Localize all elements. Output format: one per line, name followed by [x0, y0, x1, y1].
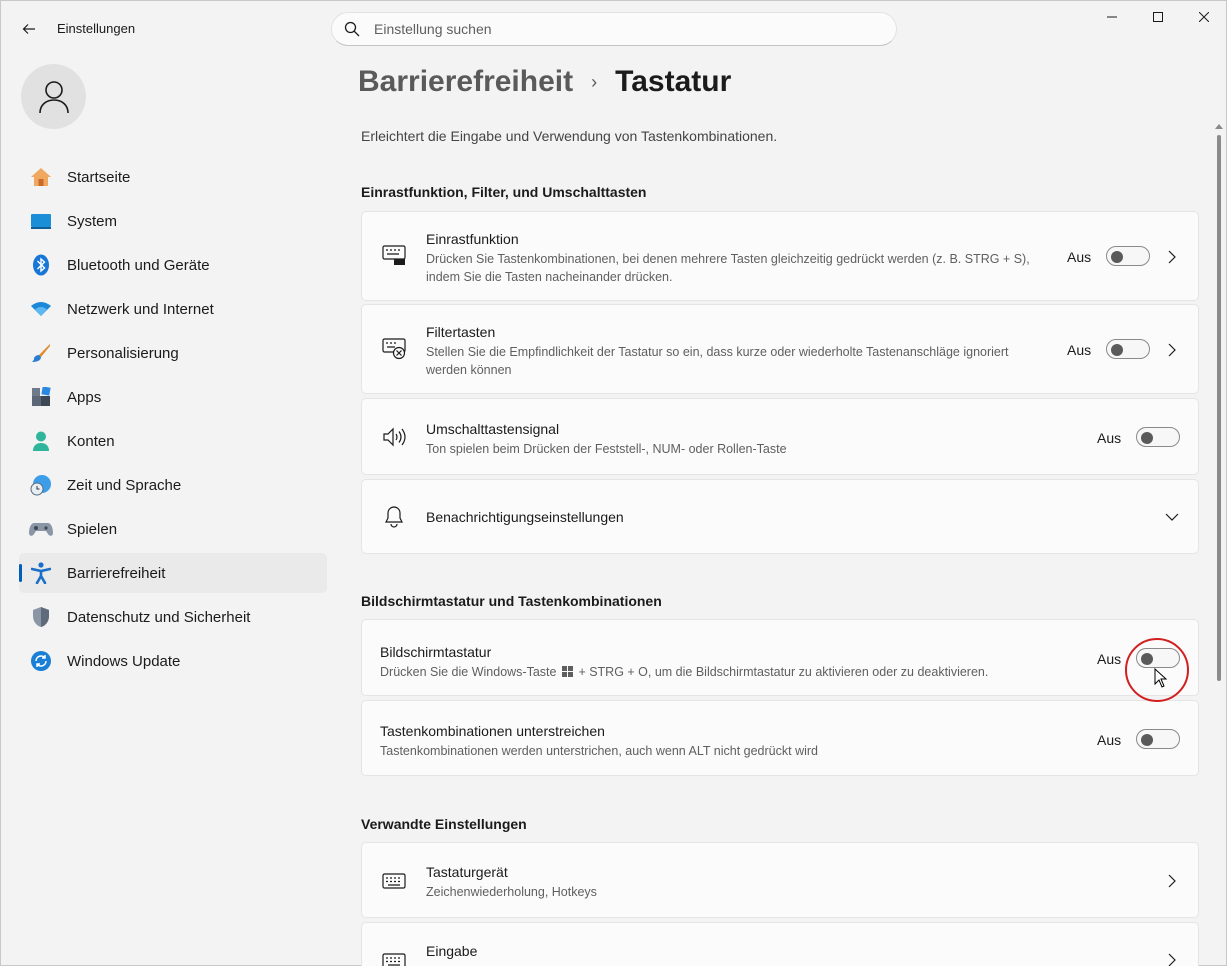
setting-description: Tastenkombinationen werden unterstrichen, auch wenn ALT nicht gedrückt wird	[380, 744, 818, 758]
accessibility-icon	[29, 561, 53, 585]
windows-logo-icon	[562, 666, 573, 677]
brush-icon	[29, 341, 53, 365]
search-input[interactable]	[374, 21, 854, 37]
sidebar-item-label: Personalisierung	[67, 344, 179, 362]
clock-globe-icon	[29, 473, 53, 497]
sidebar-item-netzwerk[interactable]	[19, 289, 327, 329]
sticky-keys-icon	[381, 243, 407, 269]
sidebar-item-konten[interactable]	[19, 421, 327, 461]
chevron-right-icon[interactable]	[1164, 873, 1180, 889]
unterstreichen-toggle[interactable]	[1136, 729, 1180, 749]
scroll-thumb[interactable]	[1217, 135, 1221, 681]
setting-card-tastaturgeraet[interactable]	[361, 842, 1199, 918]
avatar[interactable]	[21, 64, 86, 129]
sidebar-item-windows-update[interactable]	[19, 641, 327, 681]
setting-title: Eingabe	[426, 943, 478, 959]
minimize-icon	[1107, 12, 1117, 22]
title-bar	[1, 1, 1226, 57]
chevron-down-icon[interactable]	[1164, 509, 1180, 525]
back-button[interactable]	[13, 13, 45, 45]
setting-card-benachrichtigungen[interactable]	[361, 479, 1199, 554]
scrollbar[interactable]	[1215, 121, 1223, 966]
filtertasten-toggle[interactable]	[1106, 339, 1150, 359]
sidebar-item-system[interactable]	[19, 201, 327, 241]
setting-title: Tastaturgerät	[426, 864, 508, 880]
sidebar-item-spielen[interactable]	[19, 509, 327, 549]
sidebar-item-datenschutz[interactable]	[19, 597, 327, 637]
toggle-state-label: Aus	[1097, 732, 1122, 748]
sidebar-item-startseite[interactable]	[19, 157, 327, 197]
page-description: Erleichtert die Eingabe und Verwendung von Tastenkombinationen.	[361, 128, 778, 144]
maximize-icon	[1153, 12, 1163, 22]
chevron-right-icon[interactable]	[1164, 952, 1180, 966]
umschalttastensignal-toggle[interactable]	[1136, 427, 1180, 447]
shield-icon	[29, 605, 53, 629]
setting-description: Drücken Sie Tastenkombinationen, bei denen mehrere Tasten gleichzeitig gedrückt werden (z. B. STRG + S), indem Sie die Tasten nacheinander drücken.	[426, 252, 1030, 284]
gamepad-icon	[29, 517, 53, 541]
toggle-state-label: Aus	[1067, 342, 1092, 358]
breadcrumb	[358, 65, 731, 99]
chevron-right-icon[interactable]	[1164, 342, 1180, 358]
sidebar-item-label: Apps	[67, 388, 102, 406]
setting-title: Bildschirmtastatur	[380, 644, 492, 660]
close-icon	[1199, 12, 1209, 22]
maximize-button[interactable]	[1135, 1, 1181, 33]
filter-keys-icon	[381, 336, 407, 362]
setting-description-part2: + STRG + O, um die Bildschirmtastatur zu aktivieren oder zu deaktivieren.	[578, 665, 989, 679]
setting-card-eingabe[interactable]	[361, 922, 1199, 966]
sidebar-item-label: Konten	[67, 432, 115, 450]
toggle-knob	[1111, 344, 1123, 356]
apps-icon	[29, 385, 53, 409]
sidebar-item-label: System	[67, 212, 118, 230]
back-arrow-icon	[21, 21, 37, 37]
speaker-icon	[381, 424, 407, 450]
sidebar-item-label: Windows Update	[67, 652, 181, 670]
sidebar-item-label: Barrierefreiheit	[67, 564, 166, 582]
keyboard-icon	[381, 948, 407, 966]
keyboard-icon	[381, 868, 407, 894]
chevron-right-icon[interactable]	[1164, 249, 1180, 265]
setting-description: Stellen Sie die Empfindlichkeit der Tastatur so ein, dass kurze oder wiederholte Tastenanschläge ignoriert werden können	[426, 345, 1009, 377]
setting-description	[380, 663, 1080, 681]
toggle-state-label: Aus	[1067, 249, 1092, 265]
bell-icon	[381, 504, 407, 530]
account-icon	[29, 429, 53, 453]
sidebar-item-bluetooth[interactable]	[19, 245, 327, 285]
section-title-onscreen: Bildschirmtastatur und Tastenkombinationen	[361, 593, 662, 609]
breadcrumb-separator: ›	[591, 71, 598, 92]
setting-card-filtertasten[interactable]	[361, 304, 1199, 394]
scroll-up-arrow-icon	[1215, 123, 1223, 131]
sidebar-item-label: Bluetooth und Geräte	[67, 256, 210, 274]
close-button[interactable]	[1181, 1, 1227, 33]
bluetooth-icon	[29, 253, 53, 277]
home-icon	[29, 165, 53, 189]
search-box[interactable]	[331, 12, 897, 46]
setting-title: Tastenkombinationen unterstreichen	[380, 723, 605, 739]
sidebar-item-label: Datenschutz und Sicherheit	[67, 608, 251, 626]
setting-title: Einrastfunktion	[426, 231, 519, 247]
setting-description: Ton spielen beim Drücken der Feststell-, NUM- oder Rollen-Taste	[426, 442, 787, 456]
app-title: Einstellungen	[57, 21, 136, 36]
setting-card-bildschirmtastatur	[361, 619, 1199, 696]
mouse-cursor-icon	[1154, 668, 1168, 688]
setting-description-part1: Drücken Sie die Windows-Taste	[380, 665, 557, 679]
minimize-button[interactable]	[1089, 1, 1135, 33]
setting-card-tastenkombinationen-unterstreichen	[361, 700, 1199, 776]
setting-description: Zeichenwiederholung, Hotkeys	[426, 885, 597, 899]
breadcrumb-parent[interactable]: Barrierefreiheit	[358, 65, 574, 98]
toggle-state-label: Aus	[1097, 430, 1122, 446]
setting-title: Umschalttastensignal	[426, 421, 560, 437]
toggle-knob	[1141, 432, 1153, 444]
section-title-filter: Einrastfunktion, Filter, und Umschalttasten	[361, 184, 647, 200]
sidebar-item-apps[interactable]	[19, 377, 327, 417]
toggle-state-label: Aus	[1097, 651, 1122, 667]
system-icon	[29, 209, 53, 233]
sidebar-item-personalisierung[interactable]	[19, 333, 327, 373]
sidebar-item-label: Zeit und Sprache	[67, 476, 182, 494]
update-icon	[29, 649, 53, 673]
sidebar-item-label: Netzwerk und Internet	[67, 300, 214, 318]
sidebar-item-zeit[interactable]	[19, 465, 327, 505]
sidebar-item-label: Startseite	[67, 168, 131, 186]
user-icon	[38, 80, 70, 114]
einrastfunktion-toggle[interactable]	[1106, 246, 1150, 266]
sidebar-item-label: Spielen	[67, 520, 118, 538]
wifi-icon	[29, 297, 53, 321]
setting-title: Filtertasten	[426, 324, 496, 340]
search-icon	[344, 21, 360, 37]
sidebar-nav	[19, 157, 327, 685]
setting-card-einrastfunktion[interactable]	[361, 211, 1199, 301]
setting-title: Benachrichtigungseinstellungen	[426, 509, 624, 525]
page-title: Tastatur	[615, 65, 732, 98]
setting-card-umschalttastensignal	[361, 398, 1199, 475]
toggle-knob	[1111, 251, 1123, 263]
toggle-knob	[1141, 734, 1153, 746]
section-title-related: Verwandte Einstellungen	[361, 816, 527, 832]
sidebar-item-barrierefreiheit[interactable]	[19, 553, 327, 593]
